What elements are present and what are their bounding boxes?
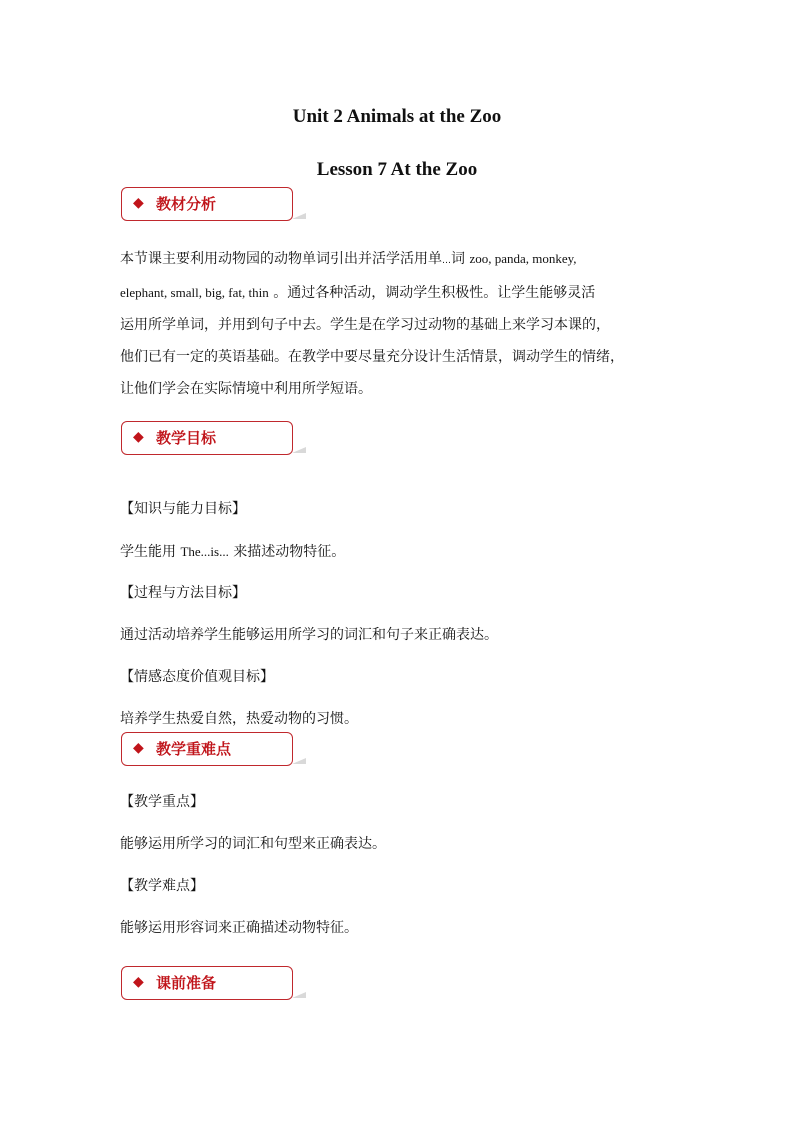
tab-tail-icon: [292, 992, 306, 998]
analysis-line: 词: [451, 251, 465, 267]
tab-tail-icon: [292, 447, 306, 453]
analysis-vocab: zoo, panda, monkey,: [469, 251, 577, 266]
focus-text: 能够运用所学习的词汇和句型来正确表达。: [120, 836, 386, 852]
section-key-points-header: [121, 732, 293, 766]
analysis-line: 本节课主要利用动物园的动物单词引出并活学活用单: [120, 251, 442, 267]
analysis-dots: …: [442, 256, 451, 266]
process-heading: 【过程与方法目标】: [120, 585, 246, 601]
section-label: 课前准备: [156, 974, 217, 992]
diamond-bullet-icon: ◆: [133, 740, 144, 756]
emotion-text: 培养学生热爱自然，热爱动物的习惯。: [120, 711, 358, 727]
knowledge-text-part: 学生能用: [120, 544, 176, 560]
knowledge-text-part: 来描述动物特征。: [233, 544, 346, 560]
analysis-line: 让他们学会在实际情境中利用所学短语。: [120, 381, 372, 397]
section-prep-header: [121, 966, 293, 1000]
section-label: 教材分析: [156, 195, 217, 213]
section-goals-header: [121, 421, 293, 455]
diamond-bullet-icon: ◆: [133, 974, 144, 990]
emotion-heading: 【情感态度价值观目标】: [120, 669, 274, 685]
knowledge-pattern: The...is...: [180, 544, 229, 559]
diamond-bullet-icon: ◆: [133, 195, 144, 211]
focus-heading: 【教学重点】: [120, 794, 204, 810]
tab-tail-icon: [292, 213, 306, 219]
section-label: 教学重难点: [156, 740, 232, 758]
analysis-line: 运用所学单词，并用到句子中去。学生是在学习过动物的基础上来学习本课的，: [120, 317, 610, 333]
process-text: 通过活动培养学生能够运用所学习的词汇和句子来正确表达。: [120, 627, 498, 643]
difficulty-heading: 【教学难点】: [120, 878, 204, 894]
diamond-bullet-icon: ◆: [133, 429, 144, 445]
section-label: 教学目标: [156, 429, 217, 447]
knowledge-text: [120, 541, 345, 561]
analysis-vocab: elephant, small, big, fat, thin: [120, 285, 269, 300]
knowledge-heading: 【知识与能力目标】: [120, 501, 246, 517]
lesson-title: Lesson 7 At the Zoo: [316, 159, 478, 180]
analysis-line: 他们已有一定的英语基础。在教学中要尽量充分设计生活情景，调动学生的情绪，: [120, 349, 624, 365]
tab-tail-icon: [292, 758, 306, 764]
analysis-line: 。通过各种活动，调动学生积极性。让学生能够灵活: [273, 285, 596, 301]
unit-title: Unit 2 Animals at the Zoo: [292, 106, 502, 127]
section-analysis-header: [121, 187, 293, 221]
difficulty-text: 能够运用形容词来正确描述动物特征。: [120, 920, 358, 936]
analysis-paragraph: [120, 243, 680, 405]
